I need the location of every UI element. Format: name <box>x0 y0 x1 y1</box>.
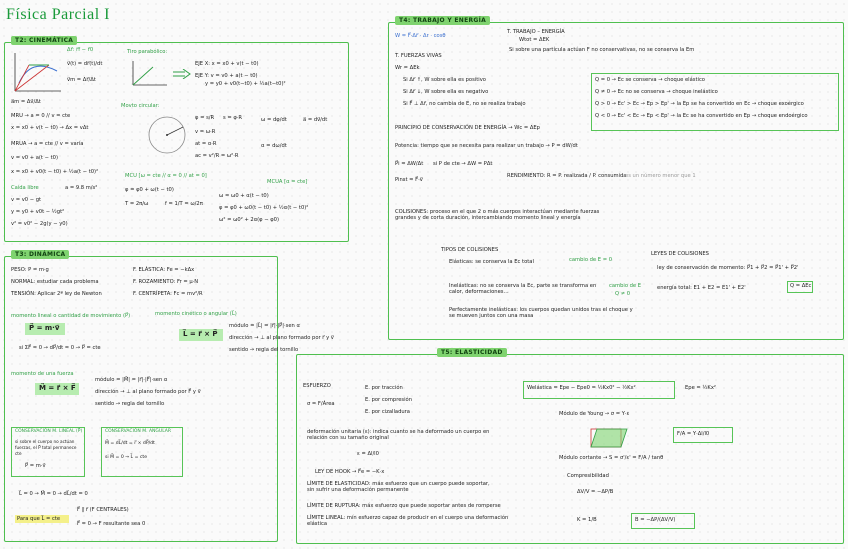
q-positive: Q > 0 → Ec' > Ec → Ep > Ep' → la Ep se ha convertido en Ec → choque exoérgico <box>595 101 804 107</box>
m-sentido: sentido → regla del tornillo <box>95 401 165 407</box>
v-omega: v = ω·R <box>195 129 216 135</box>
deformacion: deformación unitaria (ε): indica cuanto se ha deformado un cuerpo en relación con su tamaño original <box>307 429 490 442</box>
l-conservation: L⃗ = 0 → M⃗ = 0 → dL⃗/dt = 0 <box>19 491 88 497</box>
mcua: MCUA [α = cte] <box>267 179 308 185</box>
q-nonzero: Q ≠ 0 → Ec no se conserva → choque inelástico <box>595 89 718 95</box>
section-tag: T2: CINEMÁTICA <box>11 36 77 45</box>
mean-accel: a⃗m = Δv⃗/Δt <box>11 99 41 105</box>
modulo-cortante: Módulo cortante → S = σ'/ε' = F/A / tanθ <box>559 455 664 461</box>
ley-hooke: LEY DE HOOK → F⃗e = −K·x <box>315 469 385 475</box>
traccion: E. por tracción <box>365 385 403 391</box>
mcua-omega: ω = ω0 + α(t − t0) <box>219 193 269 199</box>
compresibilidad: Compresibilidad <box>567 473 609 479</box>
s-arc: s = φ·R <box>223 115 243 121</box>
q-zero: Q = 0 → Ec se conserva → choque elástico <box>595 77 705 83</box>
cons-angular-heading: CONSERVACIÓN M. ANGULAR <box>105 429 172 434</box>
elasticas: Elásticas: se conserva la Ec total <box>449 259 534 265</box>
w-delta-ek: Wr = ΔEk <box>395 65 420 71</box>
limite-ruptura: LÍMITE DE RUPTURA: máx esfuerzo que puede soportar antes de romperse <box>307 503 501 509</box>
page-title: Física Parcial I <box>6 6 110 23</box>
section-t5-elasticidad <box>296 349 844 544</box>
young: Módulo de Young → σ = Y·ε <box>559 411 630 417</box>
alpha-def: α = dω/dt <box>261 143 287 149</box>
limite-lineal: LÍMITE LINEAL: mín esfuerzo capaz de producir en el cuerpo una deformación elástica <box>307 515 509 528</box>
teorema-trabajo: T. TRABAJO – ENERGÍA <box>507 29 565 35</box>
section-tag: T5: ELASTICIDAD <box>437 348 507 357</box>
movto-circular: Movto circular: <box>121 103 160 109</box>
period: T = 2π/ω <box>125 201 149 207</box>
w-total: Wtot = ΔEK <box>519 37 550 43</box>
limite-elasticidad: LÍMITE DE ELASTICIDAD: máx esfuerzo que un cuerpo puede soportar, sin sufrir una deformación permanente <box>307 481 490 494</box>
work-positive: Si Δr⃗ ↑, W sobre ella es positivo <box>403 77 486 83</box>
potencia: Potencia: tiempo que se necesita para realizar un trabajo → P = dW/dt <box>395 143 578 149</box>
cambio-e-zero: cambio de E = 0 <box>569 257 612 263</box>
b-formula: B = −ΔP/(ΔV/V) <box>635 517 676 523</box>
potencia-media: P⃗i = ΔW/Δt <box>395 161 424 167</box>
frequency: f = 1/T = ω/2π <box>165 201 203 207</box>
energia-total: energía total: E1 + E2 = E1' + E2' <box>657 285 746 291</box>
no-conservativas: Si sobre una partícula actúan F no conservativas, no se conserva la Em <box>509 47 695 53</box>
work-formula: W = F⃗·Δr⃗ · Δr · cosθ <box>395 33 446 39</box>
perf-inelasticas: Perfectamente inelásticas: los cuerpos quedan unidos tras el choque y se mueven juntos con una masa <box>449 307 633 320</box>
mru-pos: x = x0 + v(t − t0) → Δx = vΔt <box>11 125 89 131</box>
velocity-formula: v⃗(t) = dr⃗(t)/dt <box>67 61 103 67</box>
a-def: a⃗ = dv⃗/dt <box>303 117 328 123</box>
delta-r: Δr⃗: r⃗f − r⃗0 <box>67 47 94 53</box>
l-sentido: sentido → regla del tornillo <box>229 347 299 353</box>
mcu-phi: φ = φ0 + ω(t − t0) <box>125 187 174 193</box>
tiro-parabolico-heading: Tiro parabólico: <box>127 49 168 55</box>
mrua-v: v = v0 + a(t − t0) <box>11 155 58 161</box>
eje-y-pos: y = y0 + v0(t−t0) + ½a(t−t0)² <box>205 81 286 87</box>
fuerzas-vivas: T. FUERZAS VIVAS <box>395 53 442 59</box>
cl-v2: v² = v0² − 2g(y − y0) <box>11 221 68 227</box>
f-area: F/A = Y·Δl/l0 <box>677 431 710 437</box>
delta-v: ΔV/V = −ΔP/B <box>577 489 614 495</box>
mru: MRU → a = 0 // v = cte <box>11 113 71 119</box>
f-centripeta: F. CENTRÍPETA: Fc = mv²/R <box>133 291 203 297</box>
compresion: E. por compresión <box>365 397 413 403</box>
q-ne-zero: Q ≠ 0 <box>615 291 631 297</box>
eje-y-v: EJE Y: v = v0 + a(t − t0) <box>195 73 258 79</box>
potencia-cte: si P de cte → ΔW = PΔt <box>433 161 493 167</box>
k-b: K = 1/B <box>577 517 597 523</box>
section-tag: T3: DINÁMICA <box>11 250 69 259</box>
section-t2-cinematica <box>4 37 349 242</box>
no-work: Si F⃗ ⊥ Δr⃗, no cambia de E, no se realiza trabajo <box>403 101 526 107</box>
normal: NORMAL: estudiar cada problema <box>11 279 99 285</box>
mcua-phi: φ = φ0 + ω0(t − t0) + ½α(t − t0)² <box>219 205 309 211</box>
shear-diagram <box>587 423 633 451</box>
ley-momento: ley de conservación de momento: P⃗1 + P⃗2 = P⃗1' + P⃗2' <box>657 265 799 271</box>
arrow-icon <box>173 69 191 79</box>
tension: TENSIÓN: Aplicar 2ª ley de Newton <box>11 291 102 297</box>
cambio-e: cambio de E <box>609 283 642 289</box>
momento-lineal-heading: momento lineal o cantidad de movimiento (P⃗) <box>11 313 131 319</box>
section-tag: T4: TRABAJO Y ENERGÍA <box>395 16 490 25</box>
gravity: a = 9.8 m/s² <box>65 185 98 191</box>
parabola-axes-diagram <box>129 59 169 87</box>
circle-diagram <box>145 113 189 157</box>
ac: ac = v²/R = ω²·R <box>195 153 239 159</box>
rendimiento-note: es un número menor que 1 <box>625 173 696 179</box>
mcua-omega2: ω² = ω0² + 2α(φ − φ0) <box>219 217 279 223</box>
epsilon: ε = Δl/l0 <box>357 451 379 457</box>
cizalladura: E. por cizalladura <box>365 409 410 415</box>
para-que: Para que L⃗ = cte <box>17 516 61 522</box>
peso: PESO: P = m·g <box>11 267 49 273</box>
mean-velocity: v⃗m = Δr⃗/Δt <box>67 77 96 83</box>
q-delta-ec: Q = ΔEc <box>790 283 812 289</box>
momento-cinetico-heading: momento cinético o angular (L⃗) <box>155 311 237 317</box>
cons-lineal-text: si sobre el cuerpo no actúan fuerzas, el P⃗ total permanece cte <box>15 439 77 457</box>
cl-y: y = y0 + v0t − ½gt² <box>11 209 65 215</box>
cons-lineal-formula: P⃗ = m·v⃗ <box>25 463 46 469</box>
cons-angular-formula: M⃗ = dL⃗/dt = r⃗ × dP⃗/dt <box>105 441 155 446</box>
l-direccion: dirección → ⊥ al plano formado por r⃗ y v⃗ <box>229 335 334 341</box>
m-formula: M⃗ = r⃗ × F⃗ <box>39 384 76 392</box>
sigma: σ = F/Área <box>307 401 335 407</box>
caida-libre: Caída libre <box>11 185 39 191</box>
esfuerzo: ESFUERZO <box>303 383 331 389</box>
inelasticas: Inelásticas: no se conserva la Ec, parte se transforma en calor, deformaciones… <box>449 283 597 296</box>
epe: Epe = ½Kx² <box>685 385 716 391</box>
eje-x: EJE X: x = x0 + v(t − t0) <box>195 61 259 67</box>
tipos-colisiones: TIPOS DE COLISIONES <box>441 247 499 253</box>
mrua: MRUA → a = cte // v = varía <box>11 141 84 147</box>
l-modulo: módulo = |L⃗| = |r⃗|·|P⃗|·sen α <box>229 323 300 329</box>
omega-def: ω = dφ/dt <box>261 117 287 123</box>
mrua-x: x = x0 + v0(t − t0) + ½a(t − t0)² <box>11 169 99 175</box>
cons-lineal-heading: CONSERVACIÓN M. LINEAL (P⃗) <box>15 429 83 434</box>
f-rozamiento: F. ROZAMIENTO: Fr = μ·N <box>133 279 199 285</box>
section-t4-trabajo <box>388 17 844 340</box>
trajectory-diagram <box>11 51 63 95</box>
welastica: Welástica = Epe − Epe0 = ½Kx0² − ½Kx² <box>527 385 636 391</box>
p-conservation: si ΣF⃗ = 0 → dP⃗/dt = 0 → P⃗ = cte <box>19 345 101 351</box>
cl-v: v = v0 − gt <box>11 197 42 203</box>
f-elastica: F. ELÁSTICA: Fe = −kΔx <box>133 267 195 273</box>
l-formula: L⃗ = r⃗ × P⃗ <box>183 330 218 338</box>
at: at = α·R <box>195 141 217 147</box>
cons-angular-cond: si M⃗ = 0 → L⃗ = cte <box>105 455 148 460</box>
fuerza-resultante: F⃗ = 0 → F resultante sea 0 <box>77 521 146 527</box>
m-direccion: dirección → ⊥ al plano formado por F⃗ y v⃗ <box>95 389 201 395</box>
potencia-inst: Pinst = F⃗·v⃗ <box>395 177 423 183</box>
work-negative: Si Δr⃗ ↓, W sobre ella es negativo <box>403 89 489 95</box>
m-modulo: módulo = |M⃗| = |r⃗|·|F⃗|·sen α <box>95 377 168 383</box>
rendimiento: RENDIMIENTO: R = P. realizada / P. consumida <box>507 173 627 179</box>
principio-conservacion: PRINCIPIO DE CONSERVACIÓN DE ENERGÍA → Wc = ΔEp <box>395 125 540 131</box>
momento-fuerza-heading: momento de una fuerza <box>11 371 74 377</box>
q-negative: Q < 0 → Ec' < Ec → Ep < Ep' → la Ec se ha convertido en Ep → choque endoérgico <box>595 113 808 119</box>
p-formula: P⃗ = m·v⃗ <box>29 324 60 332</box>
leyes-colisiones: LEYES DE COLISIONES <box>651 251 709 257</box>
fuerzas-centrales: F⃗ ∥ r⃗ (F CENTRALES) <box>77 507 129 513</box>
phi: φ = s/R <box>195 115 215 121</box>
mcu: MCU [ω = cte // α = 0 // at = 0] <box>125 173 207 179</box>
colisiones: COLISIONES: proceso en el que 2 o más cuerpos interactúan mediante fuerzas grandes y de corta duración, intercambiando momento lineal y energía <box>395 209 600 222</box>
